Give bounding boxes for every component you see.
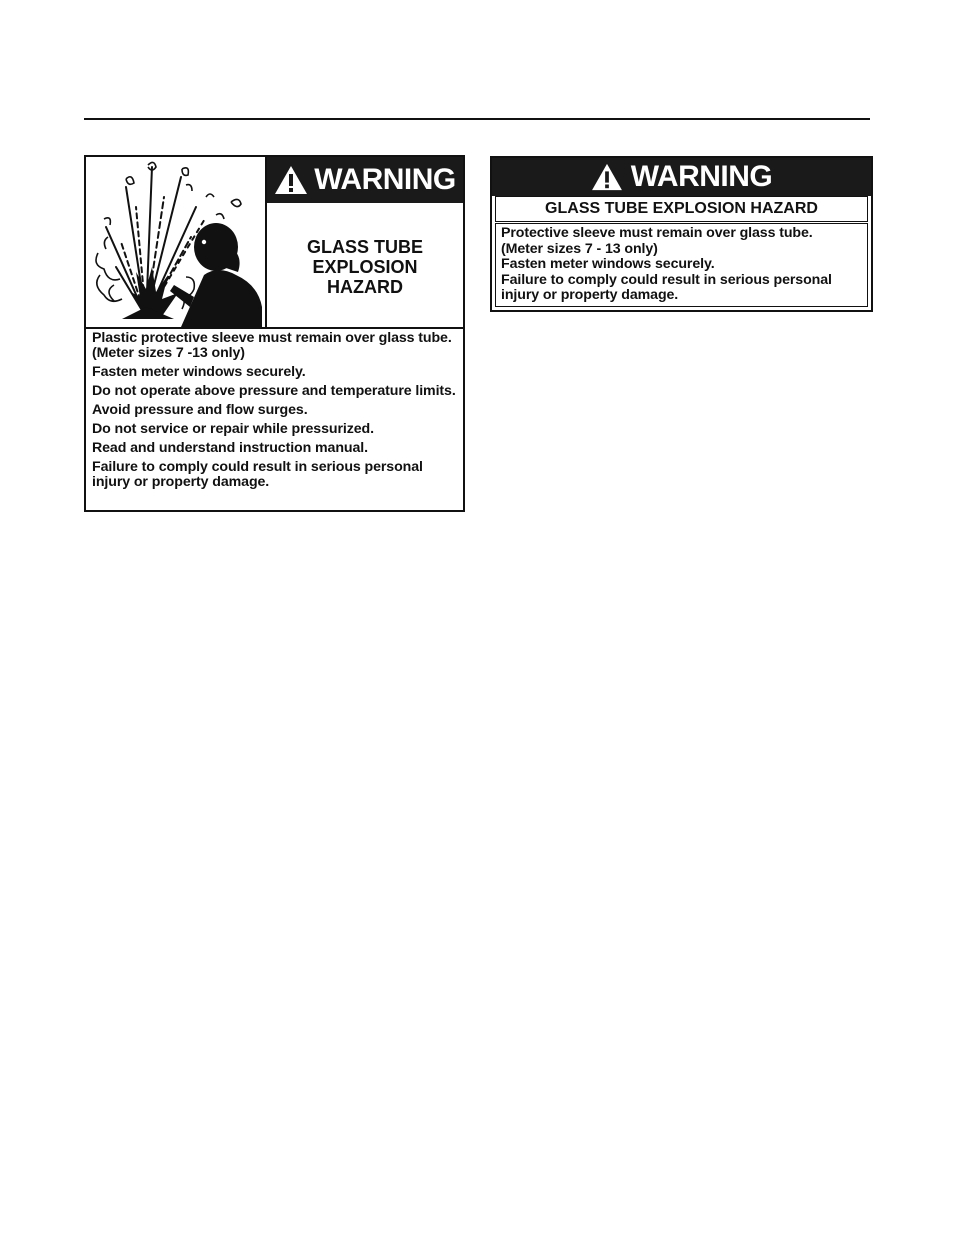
hazard-line: EXPLOSION <box>312 257 418 277</box>
warning-label-small <box>490 156 873 312</box>
warning-header <box>492 158 871 196</box>
instruction-line: Do not service or repair while pressurized. <box>92 421 374 437</box>
explosion-pictogram-icon <box>86 157 267 327</box>
warning-triangle-icon <box>274 165 308 195</box>
warning-triangle-icon <box>591 163 623 191</box>
header-rule <box>84 118 870 120</box>
instruction-line: Failure to comply could result in serious personal injury or property damage. <box>92 459 423 490</box>
warning-instructions-box <box>495 223 868 307</box>
instruction-line: Plastic protective sleeve must remain over glass tube. (Meter sizes 7 -13 only) <box>92 330 452 361</box>
warning-header <box>267 157 463 203</box>
instruction-line: Fasten meter windows securely. <box>501 256 715 272</box>
instruction-line: Read and understand instruction manual. <box>92 440 368 456</box>
instruction-line: Avoid pressure and flow surges. <box>92 402 308 418</box>
hazard-subheader-text: GLASS TUBE EXPLOSION HAZARD <box>545 200 818 217</box>
instruction-line: Failure to comply could result in serious personal injury or property damage. <box>501 271 832 303</box>
warning-word: WARNING <box>314 163 456 196</box>
instruction-line: (Meter sizes 7 - 13 only) <box>501 240 658 257</box>
label-top-section <box>86 157 463 329</box>
hazard-title <box>271 207 459 327</box>
warning-instructions <box>501 226 863 304</box>
instruction-line: Fasten meter windows securely. <box>92 364 306 380</box>
instruction-line: Do not operate above pressure and temperature limits. <box>92 383 456 399</box>
hazard-subheader <box>495 196 868 222</box>
warning-instructions <box>92 331 458 494</box>
hazard-line: GLASS TUBE <box>306 237 423 257</box>
instruction-line: Protective sleeve must remain over glass tube. <box>501 225 813 241</box>
warning-word: WARNING <box>630 160 773 193</box>
warning-label-large <box>84 155 465 512</box>
hazard-line: HAZARD <box>327 277 403 297</box>
